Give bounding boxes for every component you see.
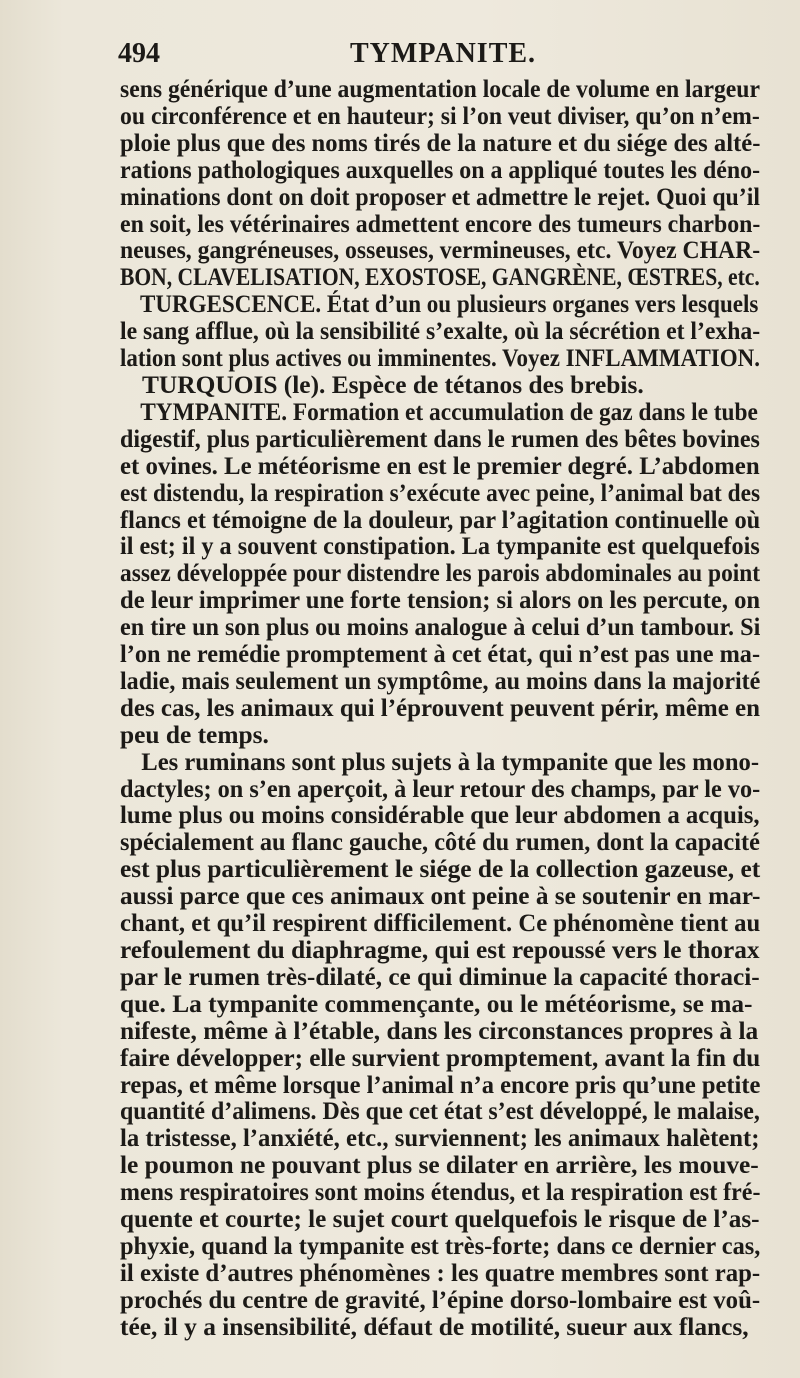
text-line: prochés du centre de gravité, l’épine dorso-lombaire est voû- bbox=[120, 1285, 761, 1314]
text-line: ladie, mais seulement un symptôme, au moins dans la majorité bbox=[120, 666, 761, 695]
text-line: est distendu, la respiration s’exécute avec peine, l’animal bat des bbox=[120, 478, 761, 507]
body-text bbox=[120, 76, 760, 1341]
text-line: il est; il y a souvent constipation. La tympanite est quelquefois bbox=[120, 532, 760, 561]
text-line: ploie plus que des noms tirés de la nature et du siége des alté- bbox=[120, 128, 761, 157]
text-line: tée, il y a insensibilité, défaut de motilité, sueur aux flancs, bbox=[120, 1312, 749, 1341]
running-title: TYMPANITE. bbox=[350, 38, 537, 69]
text-line: dactyles; on s’en aperçoit, à leur retour des champs, par le vo- bbox=[120, 774, 761, 803]
text-line: en tire un son plus ou moins analogue à celui d’un tambour. Si bbox=[120, 613, 761, 642]
entry-turgescence: TURGESCENCE. État d’un ou plusieurs organes vers lesquels bbox=[139, 290, 759, 319]
text-line: est plus particulièrement le siége de la collection gazeuse, et bbox=[120, 855, 761, 884]
text-line: flancs et témoigne de la douleur, par l’agitation continuelle où bbox=[120, 505, 761, 534]
text-line: nifeste, même à l’étable, dans les circonstances propres à la bbox=[120, 1016, 759, 1045]
text-line: de leur imprimer une forte tension; si alors on les percute, on bbox=[120, 586, 761, 615]
text-line: le poumon ne pouvant plus se dilater en arrière, les mouve- bbox=[120, 1151, 759, 1180]
text-line: par le rumen très-dilaté, ce qui diminue la capacité thoraci- bbox=[120, 962, 760, 991]
page-number: 494 bbox=[118, 38, 160, 69]
text-line: quantité d’alimens. Dès que cet état s’est développé, le malaise, bbox=[120, 1097, 760, 1126]
text-line: digestif, plus particulièrement dans le rumen des bêtes bovines bbox=[120, 424, 760, 453]
text-line: il existe d’autres phénomènes : les quatre membres sont rap- bbox=[120, 1258, 761, 1287]
text-line: l’on ne remédie promptement à cet état, qui n’est pas une ma- bbox=[120, 640, 761, 669]
text-line: sens générique d’une augmentation locale de volume en largeur bbox=[120, 75, 760, 103]
text-line: assez développée pour distendre les parois abdominales au point bbox=[120, 559, 761, 588]
text-line: faire développer; elle survient promptement, avant la fin du bbox=[120, 1043, 761, 1072]
text-line: ou circonférence et en hauteur; si l’on veut diviser, qu’on n’em- bbox=[120, 101, 760, 130]
text-line: la tristesse, l’anxiété, etc., surviennent; les animaux halètent; bbox=[120, 1124, 760, 1153]
text-line: peu de temps. bbox=[120, 720, 269, 749]
text-line: neuses, gangréneuses, osseuses, vermineuses, etc. Voyez CHAR- bbox=[120, 236, 761, 265]
text-line: mens respiratoires sont moins étendus, et la respiration est fré- bbox=[120, 1178, 761, 1207]
text-line: en soit, les vétérinaires admettent encore des tumeurs charbon- bbox=[120, 209, 761, 238]
entry-tympanite: TYMPANITE. Formation et accumulation de gaz dans le tube bbox=[140, 397, 758, 426]
text-line: phyxie, quand la tympanite est très-forte; dans ce dernier cas, bbox=[120, 1231, 761, 1260]
text-line: lation sont plus actives ou imminentes. Voyez INFLAMMATION. bbox=[120, 344, 760, 373]
text-line: Les ruminans sont plus sujets à la tympanite que les mono- bbox=[141, 747, 760, 776]
entry-turquois: TURQUOIS (le). Espèce de tétanos des brebis. bbox=[142, 370, 644, 399]
page-header bbox=[118, 38, 718, 78]
text-line: refoulement du diaphragme, qui est repoussé vers le thorax bbox=[120, 936, 760, 964]
text-line: lume plus ou moins considérable que leur abdomen a acquis, bbox=[120, 801, 760, 830]
text-line: rations pathologiques auxquelles on a appliqué toutes les déno- bbox=[120, 155, 761, 184]
text-line: quente et courte; le sujet court quelquefois le risque de l’as- bbox=[120, 1205, 760, 1234]
text-line: que. La tympanite commençante, ou le météorisme, se ma- bbox=[120, 989, 753, 1018]
text-line: des cas, les animaux qui l’éprouvent peuvent périr, même en bbox=[120, 693, 760, 722]
text-line: et ovines. Le météorisme en est le premier degré. L’abdomen bbox=[120, 451, 760, 480]
text-line: le sang afflue, où la sensibilité s’exalte, où la sécrétion et l’exha- bbox=[120, 317, 761, 346]
text-line: aussi parce que ces animaux ont peine à se soutenir en mar- bbox=[120, 882, 761, 911]
text-line: spécialement au flanc gauche, côté du rumen, dont la capacité bbox=[120, 828, 760, 857]
text-line: repas, et même lorsque l’animal n’a encore pris qu’une petite bbox=[120, 1070, 761, 1099]
text-line: minations dont on doit proposer et admettre le rejet. Quoi qu’il bbox=[120, 182, 760, 211]
text-line: chant, et qu’il respirent difficilement. Ce phénomène tient au bbox=[120, 909, 761, 938]
text-line: BON, CLAVELISATION, EXOSTOSE, GANGRÈNE, ŒSTRES, etc. bbox=[120, 263, 760, 292]
